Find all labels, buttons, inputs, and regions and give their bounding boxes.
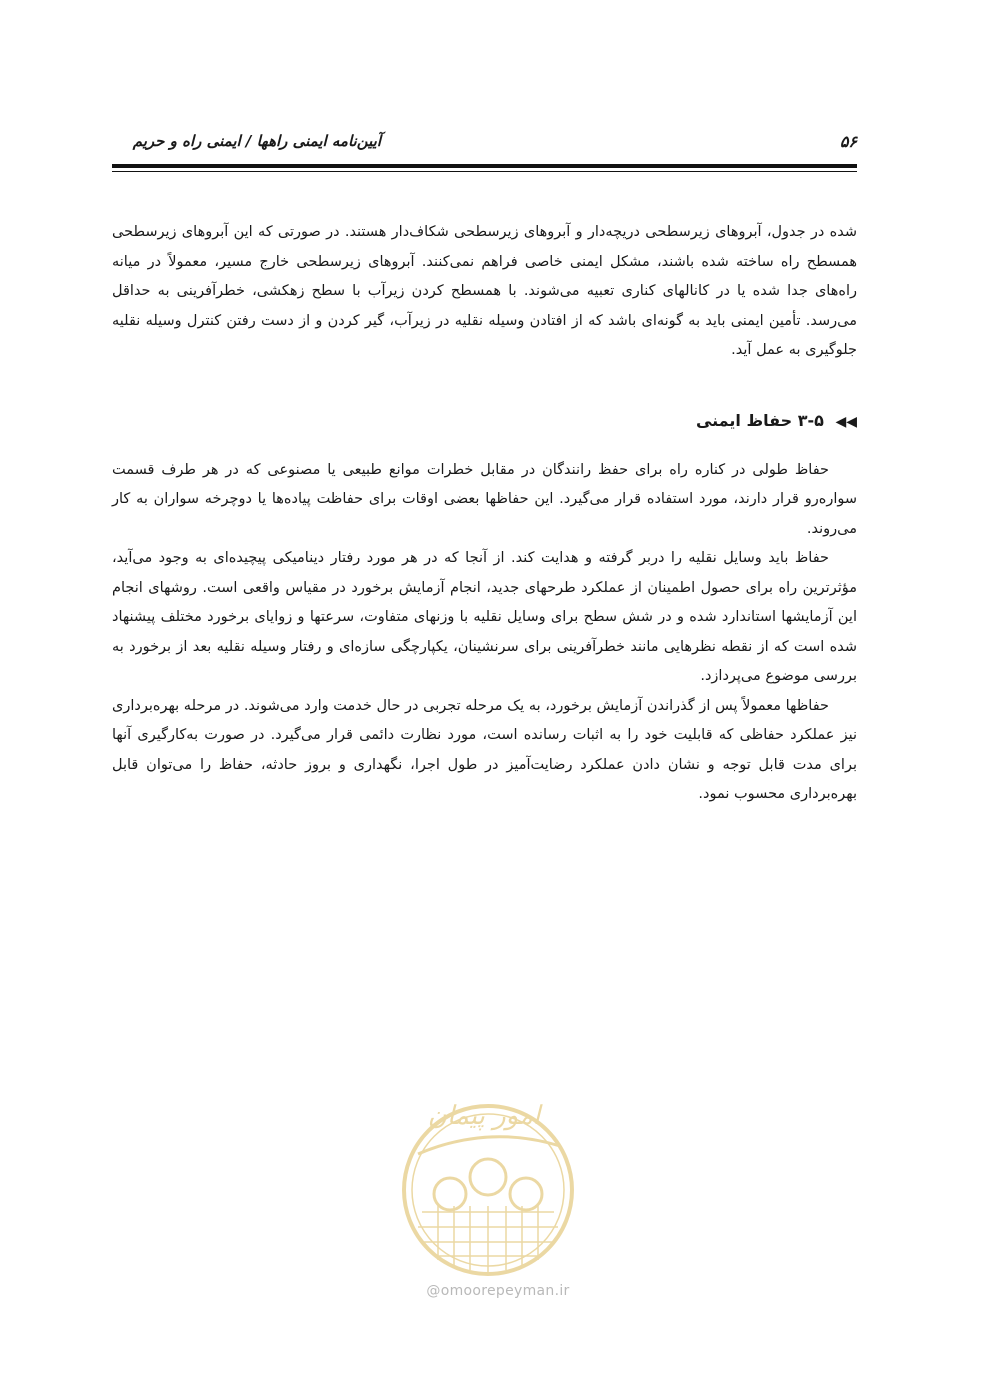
paragraph-2: حفاظ باید وسایل نقلیه را دربر گرفته و هدایت کند. از آنجا که در هر مورد رفتار دینامیکی پیچیده‌ای به وجود می‌آید، مؤثرترین راه برای حصول اطمینان از عملکرد طرحهای جدید، انجام آزمایش برخورد در مقیاس واقعی است. روشهای انجام این آزمایشها استاندارد شده و در شش سطح برای وسایل نقلیه با وزنهای متفاوت، سرعتها و زوایای برخورد مختلف پیشنهاد شده است که از نقطه نظرهایی مانند خطرآفرینی برای سرنشینان، یکپارچگی سازه‌ای و رفتار وسیله نقلیه بعد از برخورد به بررسی موضوع می‌پردازد. bbox=[112, 550, 857, 684]
double-arrow-icon: ◀◀ bbox=[835, 413, 857, 430]
section-heading bbox=[112, 407, 857, 436]
paragraph-3: حفاظها معمولاً پس از گذراندن آزمایش برخورد، به یک مرحله تجربی در حال خدمت وارد می‌شوند. در مرحله بهره‌برداری نیز عملکرد حفاظی که قابلیت خود را به اثبات رسانده است، مورد نظارت دائمی قرار می‌گیرد. در صورت به‌کارگیری آنها برای مدت قابل توجه و نشان دادن عملکرد رضایت‌آمیز در طول اجرا، نگهداری و بروز حادثه، حفاظ را می‌توان قابل بهره‌برداری محسوب نمود. bbox=[112, 697, 857, 802]
page-number: ۵۶ bbox=[839, 132, 857, 151]
page-header bbox=[112, 128, 857, 158]
header-rule-thick bbox=[112, 164, 857, 168]
intro-paragraph: شده در جدول، آبروهای زیرسطحی دریچه‌دار و آبروهای زیرسطحی شکاف‌دار هستند. در صورتی که این آبروهای زیرسطحی همسطح راه ساخته شده باشند، مشکل ایمنی خاصی فراهم نمی‌کنند. آبروهای زیرسطحی خارج مسیر، معمولاً در میانه راه‌های جدا شده یا در کانالهای کناری تعبیه می‌شوند. با همسطح کردن زیرآب با سطح زهکشی، خطرآفرینی به حداقل می‌رسد. تأمین ایمنی باید به گونه‌ای باشد که از افتادن وسیله نقلیه در زیرآب، گیر کردن و از دست رفتن کنترل وسیله نقلیه جلوگیری به عمل آید. bbox=[112, 224, 857, 358]
watermark-logo-text: امور پیمان bbox=[427, 1101, 541, 1131]
watermark-logo bbox=[388, 1082, 588, 1282]
section-heading-text: ۳-۵ حفاظ ایمنی bbox=[695, 410, 824, 430]
paragraph-1: حفاظ طولی در کناره راه برای حفظ رانندگان در مقابل خطرات موانع طبیعی یا مصنوعی که در هر طرف قسمت سواره‌رو قرار دارند، مورد استفاده قرار می‌گیرد. این حفاظها بعضی اوقات برای حفاظت پیاده‌ها یا دوچرخه سواران به کار می‌روند. bbox=[112, 461, 857, 537]
watermark-url: @omoorepeyman.ir bbox=[426, 1283, 570, 1299]
header-rule-thin bbox=[112, 171, 857, 172]
running-title: آیین‌نامه ایمنی راهها / ایمنی راه و حریم bbox=[132, 132, 381, 150]
body-text bbox=[112, 218, 857, 810]
